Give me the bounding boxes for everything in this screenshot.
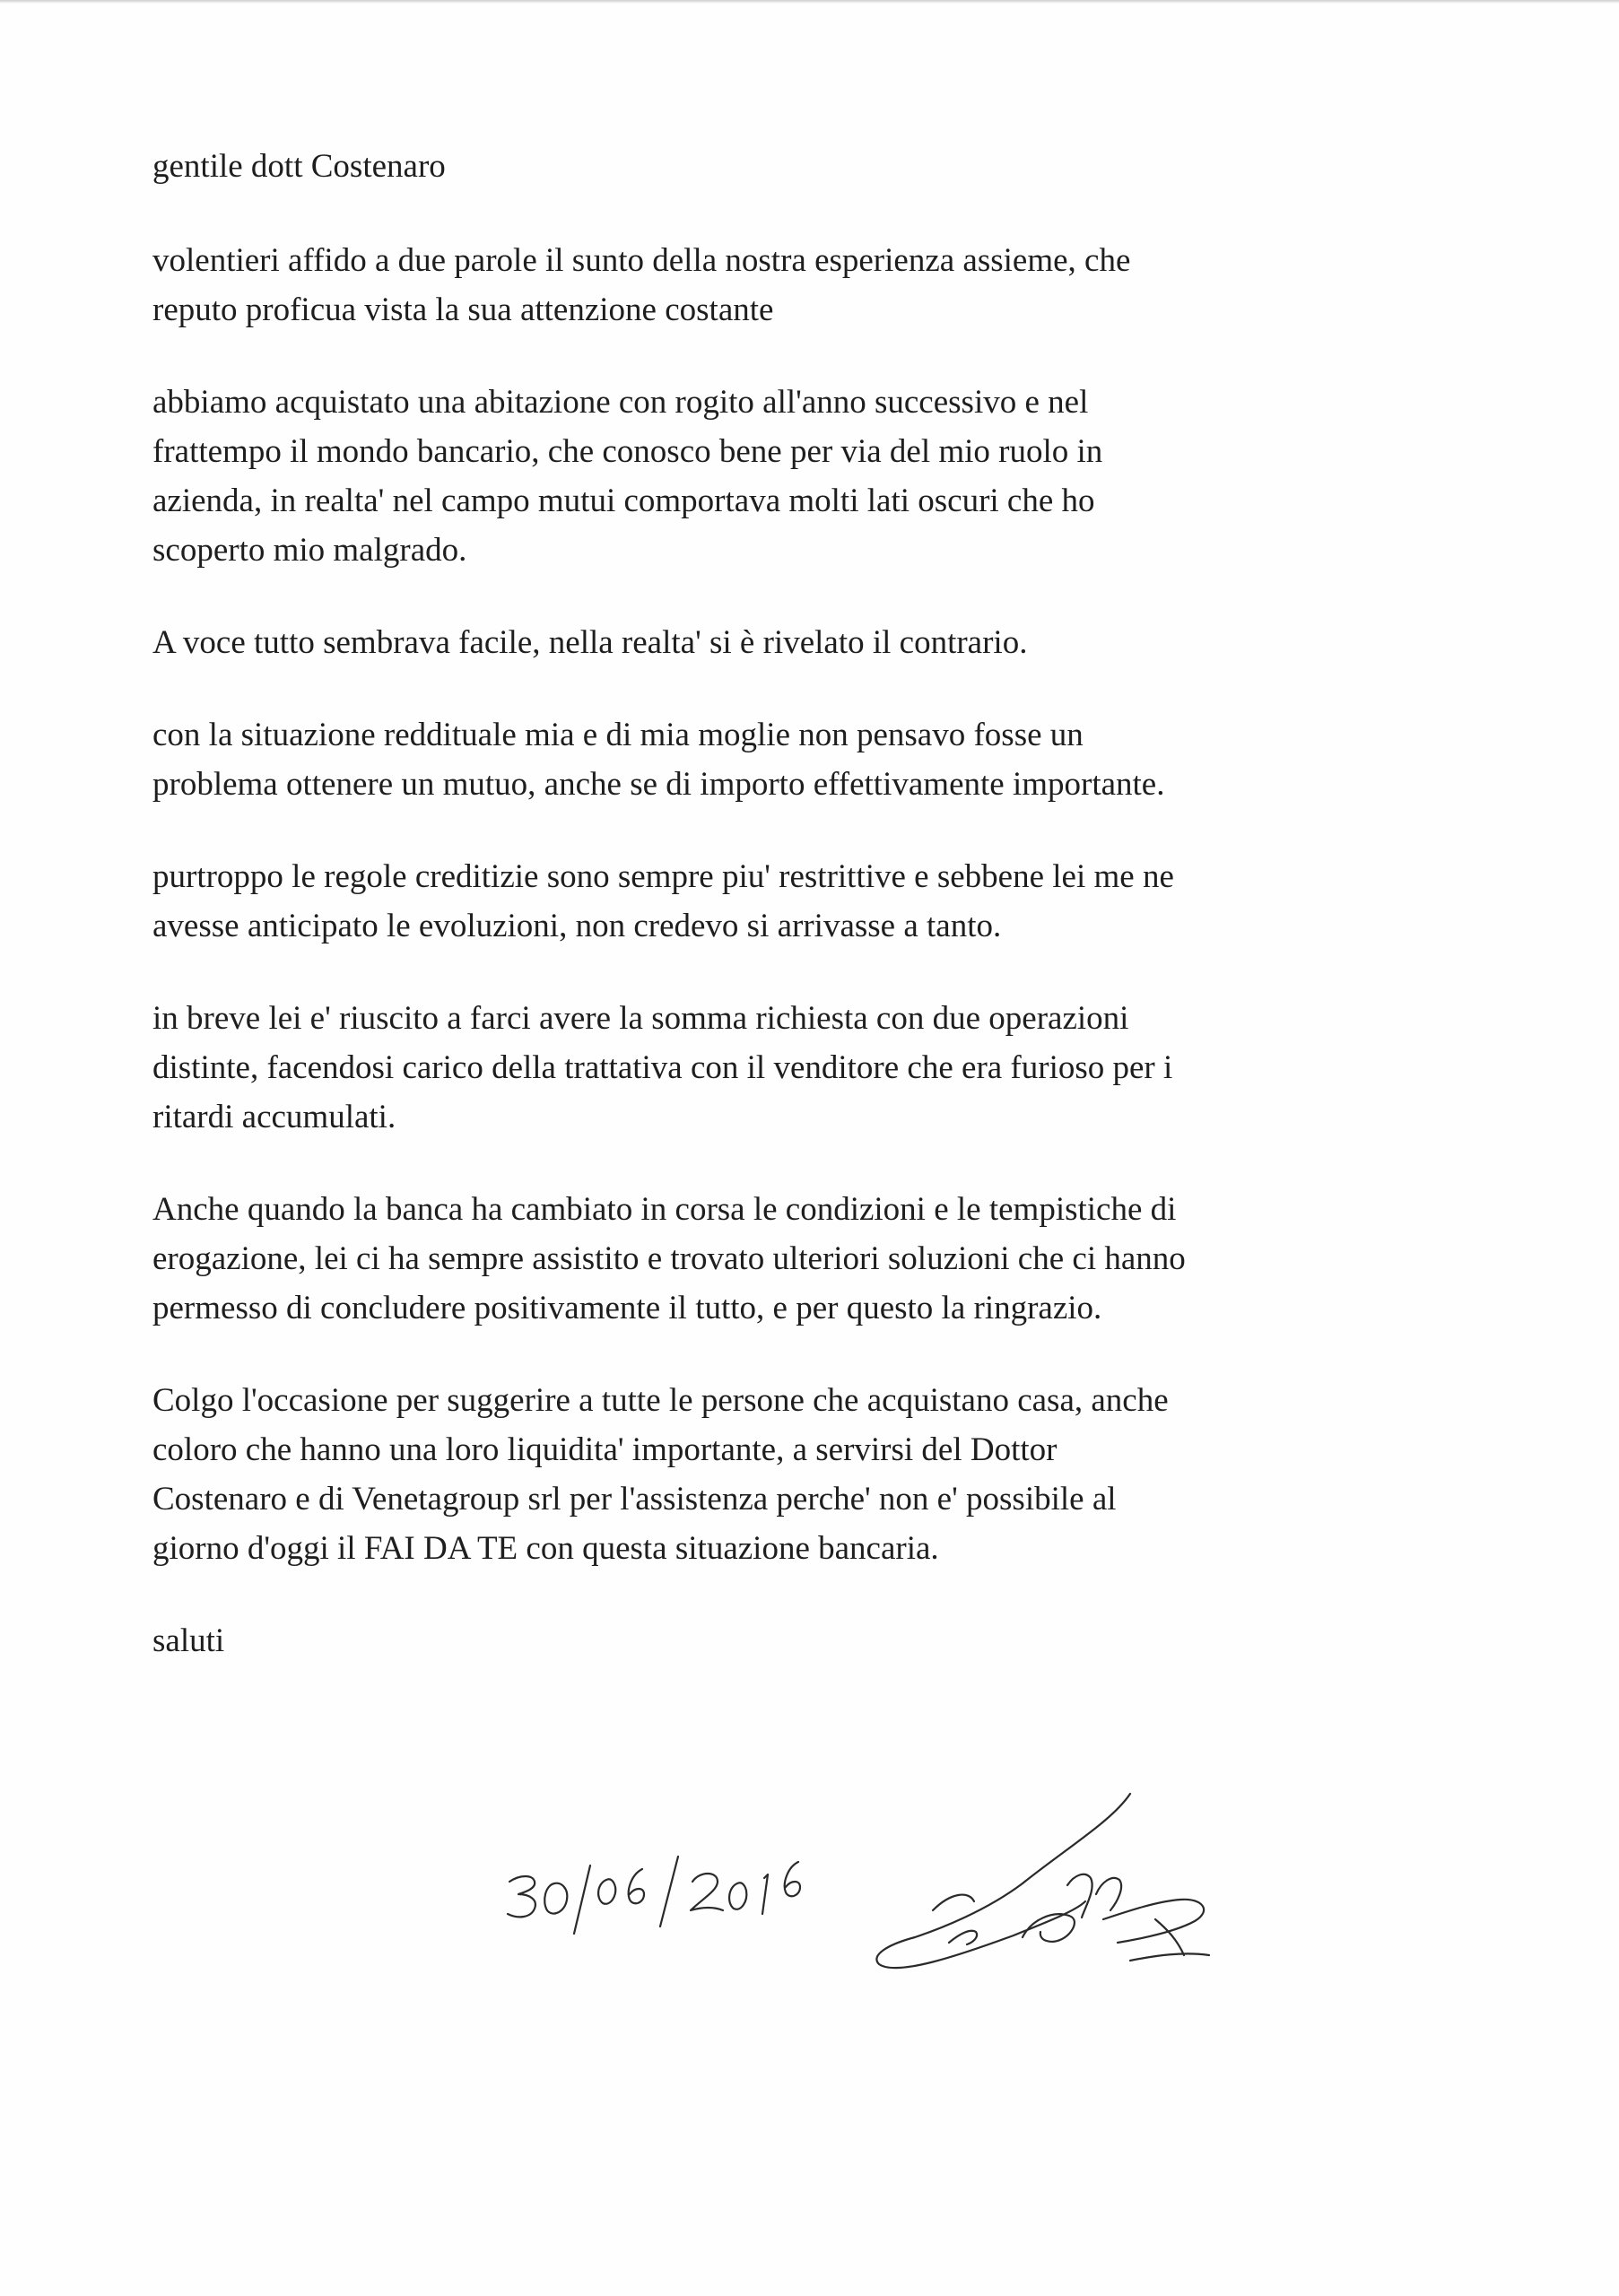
letter-paragraph-1: volentieri affido a due parole il sunto della nostra esperienza assieme, che reputo proficua vista la sua attenzione costante: [152, 242, 1131, 328]
handwritten-date: [502, 1848, 843, 1946]
letter-closing: saluti: [152, 1622, 225, 1659]
signature: [861, 1785, 1256, 1991]
letter-body: [152, 142, 1498, 1665]
letter-paragraph-6: in breve lei e' riuscito a farci avere la somma richiesta con due operazioni distinte, facendosi carico della trattativa con il venditore che era furioso per i ritardi accumulati.: [152, 1000, 1173, 1135]
letter-paragraph-4: con la situazione reddituale mia e di mia moglie non pensavo fosse un problema ottenere un mutuo, anche se di importo effettivamente importante.: [152, 717, 1165, 803]
handwritten-date-drawing: [502, 1848, 843, 1946]
letter-paragraph-3: A voce tutto sembrava facile, nella realta' si è rivelato il contrario.: [152, 624, 1028, 661]
letter-paragraph-2: abbiamo acquistato una abitazione con rogito all'anno successivo e nel frattempo il mondo bancario, che conosco bene per via del mio ruolo in azienda, in realta' nel campo mutui comportava molti lati oscuri che ho scoperto mio malgrado.: [152, 384, 1103, 569]
signature-drawing: [861, 1785, 1256, 1991]
letter-greeting: gentile dott Costenaro: [152, 148, 446, 185]
letter-paragraph-8: Colgo l'occasione per suggerire a tutte le persone che acquistano casa, anche coloro che hanno una loro liquidita' importante, a servirsi del Dottor Costenaro e di Venetagroup srl per l'assistenza perche' non e' possibile al giorno d'oggi il FAI DA TE con questa situazione bancaria.: [152, 1382, 1169, 1567]
letter-paragraph-5: purtroppo le regole creditizie sono sempre piu' restrittive e sebbene lei me ne avesse anticipato le evoluzioni, non credevo si arrivasse a tanto.: [152, 858, 1174, 944]
scan-top-edge: [0, 0, 1619, 4]
letter-paragraph-7: Anche quando la banca ha cambiato in corsa le condizioni e le tempistiche di erogazione, lei ci ha sempre assistito e trovato ulteriori soluzioni che ci hanno permesso di concludere positivamente il tutto, e per questo la ringrazio.: [152, 1191, 1186, 1326]
